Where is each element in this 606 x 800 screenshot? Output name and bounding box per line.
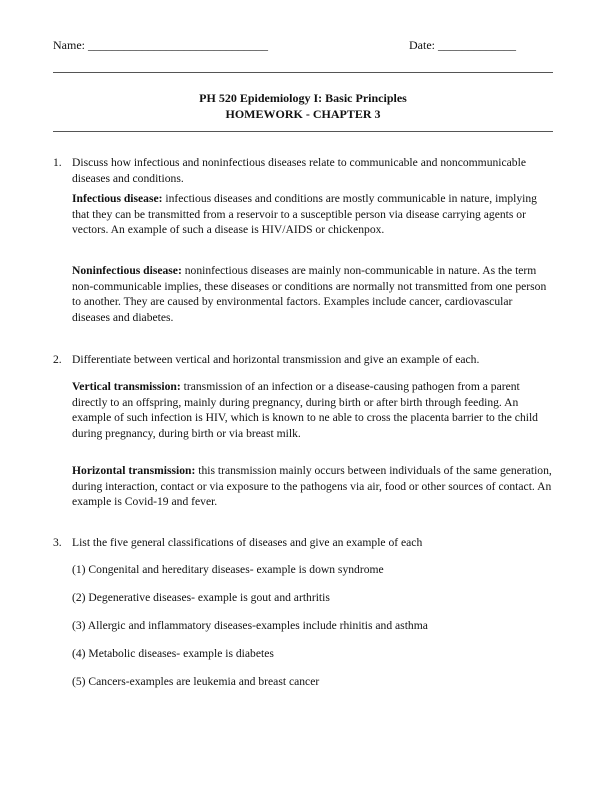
question-number: 3.	[53, 536, 62, 549]
list-item: (2) Degenerative diseases- example is gout and arthritis	[72, 591, 330, 604]
top-divider	[53, 72, 553, 73]
answer-body: infectious diseases and conditions are mostly communicable in nature, implying that they can be transmitted from a reservoir to a susceptible person via disease carrying agents or vectors. An example of such a disease is HIV/AIDS or chickenpox.	[72, 192, 537, 237]
answer-noninfectious	[72, 263, 552, 325]
answer-term: Infectious disease:	[72, 192, 163, 205]
answer-body: noninfectious diseases are mainly non-communicable in nature. As the term non-communicable implies, these diseases or conditions are normally not transmitted from one person to another. They are caused by environmental factors. Examples include cancer, cardiovascular diseases and diabetes.	[72, 264, 547, 324]
course-title: PH 520 Epidemiology I: Basic Principles	[199, 91, 407, 105]
answer-horizontal	[72, 463, 552, 510]
bottom-divider	[53, 131, 553, 132]
list-item: (4) Metabolic diseases- example is diabetes	[72, 647, 274, 660]
document-title	[53, 90, 553, 122]
answer-term: Horizontal transmission:	[72, 464, 196, 477]
question-2	[53, 352, 553, 368]
question-number: 1.	[53, 156, 62, 169]
list-item: (1) Congenital and hereditary diseases- example is down syndrome	[72, 563, 384, 576]
answer-body: this transmission mainly occurs between individuals of the same generation, during interaction, contact or via exposure to the pathogens via air, food or other sources of contact. An example is Covid-19 and fever.	[72, 464, 552, 509]
answer-infectious	[72, 191, 552, 238]
answer-body: transmission of an infection or a disease-causing pathogen from a parent directly to an offspring, mainly during pregnancy, during birth or after birth through feeding. An example of such infection is HIV, which is known to ne able to cross the placenta barrier to the child during pregnancy, during birth or via breast milk.	[72, 380, 538, 440]
name-field	[53, 38, 268, 53]
question-text: List the five general classifications of diseases and give an example of each	[72, 536, 423, 549]
list-item: (3) Allergic and inflammatory diseases-examples include rhinitis and asthma	[72, 619, 428, 632]
date-label: Date:	[409, 38, 435, 52]
answer-term: Noninfectious disease:	[72, 264, 182, 277]
date-field	[409, 38, 516, 53]
homework-title: HOMEWORK - CHAPTER 3	[225, 107, 381, 121]
answer-term: Vertical transmission:	[72, 380, 181, 393]
question-number: 2.	[53, 353, 62, 366]
name-label: Name:	[53, 38, 85, 52]
question-1	[53, 155, 553, 186]
name-blank: ______________________________	[88, 38, 268, 52]
answer-vertical	[72, 379, 552, 441]
date-blank: _____________	[438, 38, 516, 52]
question-text: Differentiate between vertical and horizontal transmission and give an example of each.	[72, 353, 480, 366]
list-item: (5) Cancers-examples are leukemia and breast cancer	[72, 675, 320, 688]
question-3	[53, 535, 553, 551]
question-text: Discuss how infectious and noninfectious diseases relate to communicable and noncommunicable diseases and conditions.	[72, 156, 526, 185]
